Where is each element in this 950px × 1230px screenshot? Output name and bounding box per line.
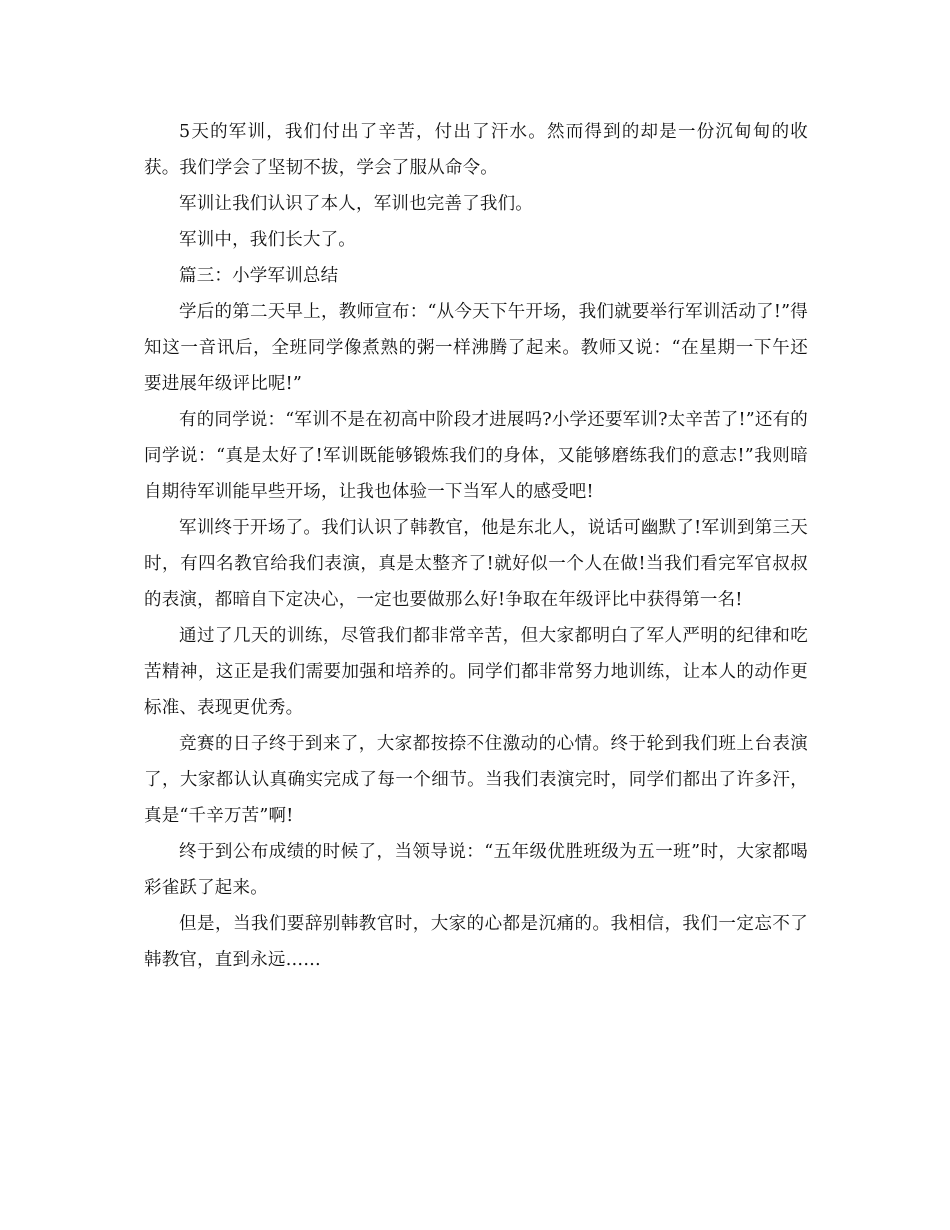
paragraph-1: 5天的军训，我们付出了辛苦，付出了汗水。然而得到的却是一份沉甸甸的收获。我们学会了坚韧不拔，学会了服从命令。: [144, 122, 808, 178]
document-body: [144, 114, 808, 978]
section-heading: 篇三：小学军训总结: [179, 266, 339, 286]
paragraph-2: 军训让我们认识了本人，军训也完善了我们。: [179, 194, 533, 214]
paragraph-7: 军训终于开场了。我们认识了韩教官，他是东北人，说话可幽默了!军训到第三天时，有四名教官给我们表演，真是太整齐了!就好似一个人在做!当我们看完军官叔叔的表演，都暗自下定决心，一定也要做那么好!争取在年级评比中获得第一名!: [144, 518, 808, 610]
paragraph-8: 通过了几天的训练，尽管我们都非常辛苦，但大家都明白了军人严明的纪律和吃苦精神，这正是我们需要加强和培养的。同学们都非常努力地训练，让本人的动作更标准、表现更优秀。: [144, 626, 808, 718]
paragraph-11: 但是，当我们要辞别韩教官时，大家的心都是沉痛的。我相信，我们一定忘不了韩教官，直到永远……: [144, 914, 808, 970]
paragraph-3: 军训中，我们长大了。: [179, 230, 356, 250]
paragraph-5: 学后的第二天早上，教师宣布：“从今天下午开场，我们就要举行军训活动了!”得知这一音讯后，全班同学像煮熟的粥一样沸腾了起来。教师又说：“在星期一下午还要进展年级评比呢!”: [144, 302, 808, 394]
paragraph-9: 竞赛的日子终于到来了，大家都按捺不住激动的心情。终于轮到我们班上台表演了，大家都认认真确实完成了每一个细节。当我们表演完时，同学们都出了许多汗，真是“千辛万苦”啊!: [144, 734, 808, 826]
paragraph-6: 有的同学说：“军训不是在初高中阶段才进展吗?小学还要军训?太辛苦了!”还有的同学说：“真是太好了!军训既能够锻炼我们的身体，又能够磨练我们的意志!”我则暗自期待军训能早些开场，让我也体验一下当军人的感受吧!: [144, 410, 808, 502]
paragraph-10: 终于到公布成绩的时候了，当领导说：“五年级优胜班级为五一班”时，大家都喝彩雀跃了起来。: [144, 842, 808, 898]
